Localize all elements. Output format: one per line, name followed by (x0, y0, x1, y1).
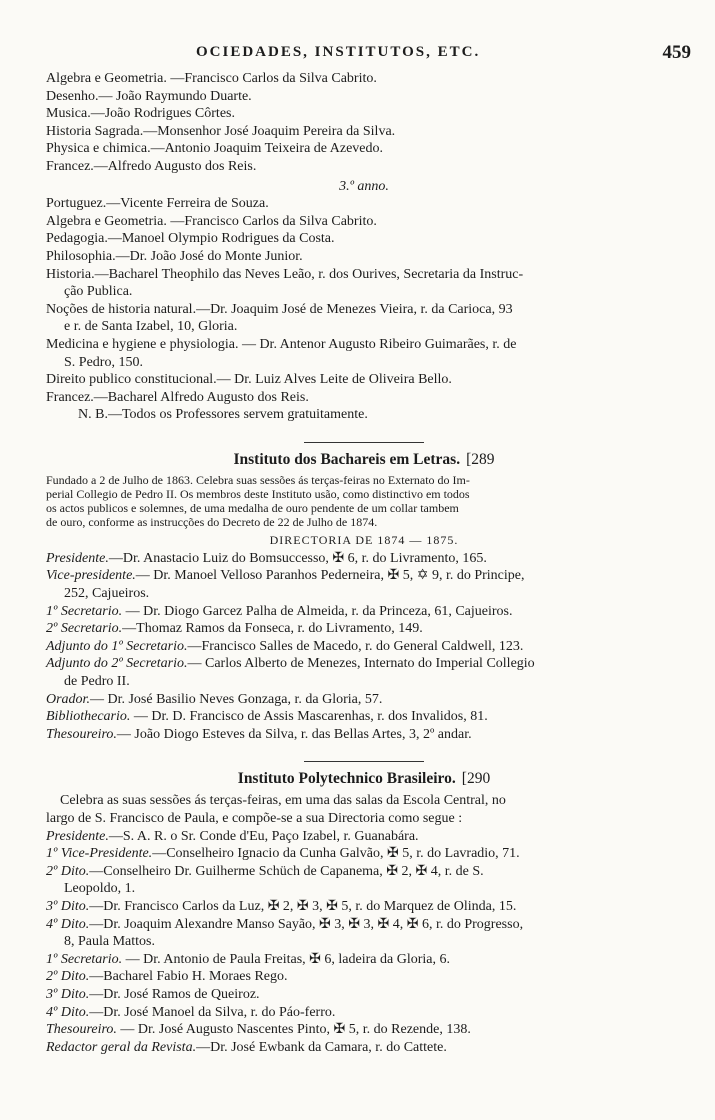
course-list-second-year (46, 70, 682, 176)
entry-text: —Dr. José Ramos de Queiroz. (89, 986, 260, 1002)
text-line: Pedagogia.—Manoel Olympio Rodrigues da Costa. (46, 231, 335, 247)
entry-role: 2º Dito. (46, 863, 90, 879)
entry-line (46, 1039, 682, 1057)
text-line: e r. de Santa Izabel, 10, Gloria. (64, 319, 238, 335)
entry-line (46, 845, 682, 863)
section-intro (46, 473, 682, 529)
entry-role: Presidente. (46, 550, 109, 566)
entry-role: 1º Secretario. (46, 951, 123, 967)
section-title (46, 451, 682, 469)
entry-text: —Conselheiro Dr. Guilherme Schüch de Capanema, ✠ 2, ✠ 4, r. de S. (89, 863, 484, 879)
entry-line (46, 863, 682, 881)
section-divider (304, 761, 424, 762)
entry-role: Presidente. (46, 828, 109, 844)
section-number: [290 (461, 770, 491, 788)
intro-line: Fundado a 2 de Julho de 1863. Celebra suas sessões ás terças-feiras no Externato do Im- (46, 472, 470, 487)
entry-text: —S. A. R. o Sr. Conde d'Eu, Paço Izabel, r. Guanabára. (108, 828, 419, 844)
entry-role: 4º Dito. (46, 916, 90, 932)
entry-text: — Dr. Manoel Velloso Paranhos Pederneira, ✠ 5, ✡ 9, r. do Principe, (135, 568, 525, 584)
entry-line (46, 655, 682, 673)
intro-line: os actos publicos e solemnes, de uma medalha de ouro pendente de um collar tambem (46, 500, 459, 515)
entry-role: Thesoureiro. (46, 1022, 117, 1038)
section-number: [289 (466, 450, 495, 468)
text-line: Historia.—Bacharel Theophilo das Neves Leão, r. dos Ourives, Secretaria da Instruc- (46, 266, 524, 282)
entry-line (46, 1021, 682, 1039)
directory-list (46, 828, 682, 1057)
course-list-third-year (46, 195, 682, 406)
text-line: Musica.—João Rodrigues Côrtes. (46, 106, 235, 122)
entry-text: —Dr. Francisco Carlos da Luz, ✠ 2, ✠ 3, ✠ 5, r. do Marquez de Olinda, 15. (89, 898, 517, 914)
section-divider (304, 442, 424, 443)
entry-line (46, 880, 682, 898)
entry-text: Leopoldo, 1. (64, 881, 136, 897)
section-intro (46, 792, 682, 827)
text-line: Physica e chimica.—Antonio Joaquim Teixeira de Azevedo. (46, 141, 384, 157)
text-line: Francez.—Alfredo Augusto dos Reis. (46, 158, 257, 174)
entry-text: —Thomaz Ramos da Fonseca, r. do Livramento, 149. (122, 621, 423, 637)
entry-text: — Dr. José Basilio Neves Gonzaga, r. da Gloria, 57. (89, 691, 383, 707)
text-line: Noções de historia natural.—Dr. Joaquim José de Menezes Vieira, r. da Carioca, 93 (46, 301, 513, 317)
running-head-title: OCIEDADES, INSTITUTOS, ETC. (196, 44, 481, 60)
entry-text: —Dr. José Manoel da Silva, r. do Páo-ferro. (89, 1004, 336, 1020)
entry-line (46, 933, 682, 951)
text-line: Medicina e hygiene e physiologia. — Dr. Antenor Augusto Ribeiro Guimarães, r. de (46, 336, 517, 352)
note: N. B.—Todos os Professores servem gratuitamente. (78, 407, 368, 423)
intro-line: largo de S. Francisco de Paula, e compõe-se a sua Directoria como segue : (46, 811, 463, 826)
text-line: Francez.—Bacharel Alfredo Augusto dos Reis. (46, 389, 309, 405)
text-line: Algebra e Geometria. —Francisco Carlos da Silva Cabrito. (46, 71, 377, 86)
directory-heading: DIRECTORIA DE 1874 — 1875. (269, 532, 459, 547)
entry-role: 3º Dito. (46, 898, 90, 914)
entry-role: Bibliothecario. (46, 709, 131, 725)
entry-line (46, 620, 682, 638)
entry-role: 3º Dito. (46, 986, 90, 1002)
text-line: Direito publico constitucional.— Dr. Luiz Alves Leite de Oliveira Bello. (46, 372, 452, 388)
entry-role: 2º Secretario. (46, 621, 123, 637)
text-line: Algebra e Geometria. —Francisco Carlos da Silva Cabrito. (46, 213, 377, 229)
entry-line (46, 603, 682, 621)
text-line: Philosophia.—Dr. João José do Monte Junior. (46, 248, 303, 264)
entry-line (46, 673, 682, 691)
entry-line (46, 691, 682, 709)
entry-line (46, 898, 682, 916)
intro-line: Celebra as suas sessões ás terças-feiras, em uma das salas da Escola Central, no (60, 793, 506, 809)
entry-line (46, 708, 682, 726)
entry-line (46, 726, 682, 744)
entry-text: —Dr. Anastacio Luiz do Bomsuccesso, ✠ 6, r. do Livramento, 165. (108, 550, 487, 566)
section-title-text: Instituto dos Bachareis em Letras. (233, 450, 461, 468)
entry-role: Orador. (46, 691, 90, 707)
entry-text: — Dr. Antonio de Paula Freitas, ✠ 6, ladeira da Gloria, 6. (122, 951, 450, 967)
entry-role: Thesoureiro. (46, 726, 117, 742)
entry-text: 8, Paula Mattos. (64, 934, 155, 950)
entry-role: Adjunto do 2º Secretario. (46, 656, 188, 672)
page-number: 459 (662, 42, 691, 63)
text-line: S. Pedro, 150. (64, 354, 143, 370)
entry-role: Redactor geral da Revista. (46, 1039, 197, 1055)
entry-role: 1º Vice-Presidente. (46, 846, 153, 862)
entry-line (46, 585, 682, 603)
entry-role: Adjunto do 1º Secretario. (46, 638, 188, 654)
entry-text: — Carlos Alberto de Menezes, Internato do Imperial Collegio (187, 656, 535, 672)
entry-text: —Conselheiro Ignacio da Cunha Galvão, ✠ 5, r. do Lavradio, 71. (152, 846, 520, 862)
entry-text: — Dr. D. Francisco de Assis Mascarenhas, r. dos Invalidos, 81. (130, 709, 488, 725)
entry-line (46, 968, 682, 986)
entry-role: 1º Secretario. (46, 603, 123, 619)
text-line: ção Publica. (64, 284, 133, 300)
entry-line (46, 916, 682, 934)
intro-line: perial Collegio de Pedro II. Os membros deste Instituto usão, como distinctivo em todos (46, 486, 470, 501)
text-line: Portuguez.—Vicente Ferreira de Souza. (46, 196, 269, 212)
text-line: Desenho.— João Raymundo Duarte. (46, 88, 252, 104)
entry-line (46, 986, 682, 1004)
entry-text: —Dr. Joaquim Alexandre Manso Sayão, ✠ 3, ✠ 3, ✠ 4, ✠ 6, r. do Progresso, (89, 916, 524, 932)
entry-text: —Francisco Salles de Macedo, r. do General Caldwell, 123. (187, 638, 524, 654)
entry-role: 4º Dito. (46, 1004, 90, 1020)
entry-line (46, 951, 682, 969)
entry-text: 252, Cajueiros. (64, 586, 150, 602)
entry-role: 2º Dito. (46, 969, 90, 985)
entry-text: de Pedro II. (64, 674, 130, 690)
year-heading: 3.º anno. (339, 178, 389, 194)
entry-text: —Bacharel Fabio H. Moraes Rego. (89, 969, 288, 985)
entry-text: — Dr. Diogo Garcez Palha de Almeida, r. da Princeza, 61, Cajueiros. (122, 603, 513, 619)
text-line: Historia Sagrada.—Monsenhor José Joaquim Pereira da Silva. (46, 123, 396, 139)
entry-line (46, 1004, 682, 1022)
directory-list (46, 550, 682, 744)
entry-role: Vice-presidente. (46, 568, 136, 584)
entry-line (46, 550, 682, 568)
section-title (46, 770, 682, 788)
entry-line (46, 638, 682, 656)
entry-text: — João Diogo Esteves da Silva, r. das Bellas Artes, 3, 2º andar. (116, 726, 472, 742)
intro-line: de ouro, conforme as instrucções do Decreto de 22 de Julho de 1874. (46, 514, 378, 529)
content (46, 70, 682, 1056)
entry-text: —Dr. José Ewbank da Camara, r. do Cattete. (196, 1039, 447, 1055)
entry-line (46, 567, 682, 585)
entry-text: — Dr. José Augusto Nascentes Pinto, ✠ 5, r. do Rezende, 138. (116, 1022, 471, 1038)
section-title-text: Instituto Polytechnico Brasileiro. (237, 770, 456, 788)
entry-line (46, 828, 682, 846)
